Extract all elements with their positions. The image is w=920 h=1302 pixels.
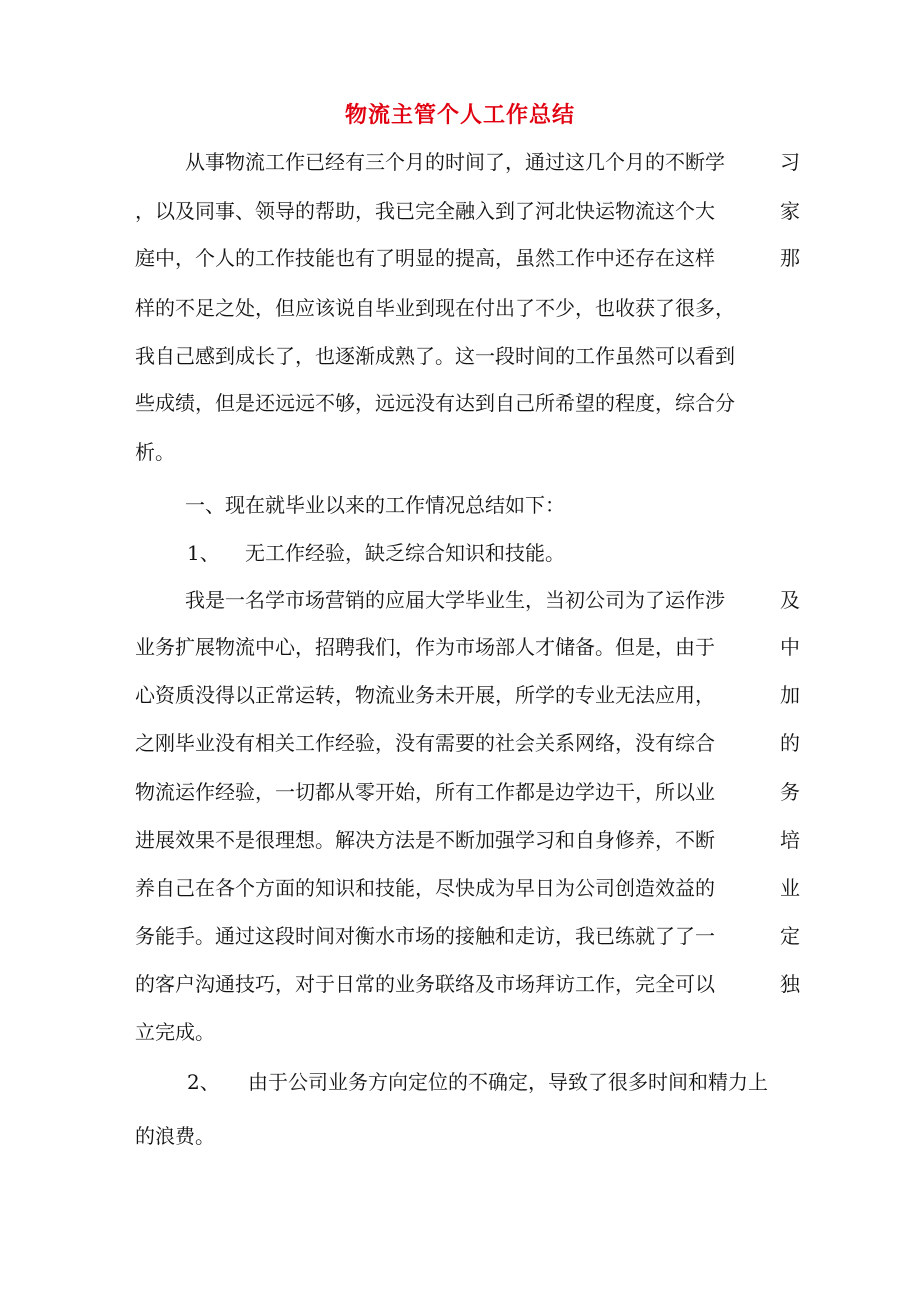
text-line <box>0 338 920 374</box>
line-text-tail: 的 <box>780 731 800 755</box>
text-line <box>0 918 920 954</box>
text-line <box>0 1118 920 1154</box>
line-text-tail: 培 <box>780 828 800 852</box>
line-text-tail: 加 <box>780 683 800 707</box>
list-item-text: 无工作经验，缺乏综合知识和技能。 <box>245 541 565 565</box>
line-text: 一、现在就毕业以来的工作情况总结如下： <box>185 493 565 517</box>
text-line <box>0 725 920 761</box>
line-text: 之刚毕业没有相关工作经验，没有需要的社会关系网络，没有综合 <box>135 731 715 755</box>
section-heading <box>0 487 920 523</box>
line-text: 样的不足之处，但应该说自毕业到现在付出了不少，也收获了很多， <box>135 296 735 320</box>
line-text-tail: 习 <box>780 150 800 174</box>
text-line <box>0 582 920 618</box>
text-line <box>0 629 920 665</box>
line-text-tail: 中 <box>780 635 800 659</box>
text-line <box>0 434 920 470</box>
line-text-tail: 业 <box>780 876 800 900</box>
list-item-heading <box>0 1064 920 1100</box>
line-text-tail: 家 <box>780 199 800 223</box>
line-text: 庭中，个人的工作技能也有了明显的提高，虽然工作中还存在这样 <box>135 246 715 270</box>
line-text: 立完成。 <box>135 1020 215 1044</box>
text-line <box>0 144 920 180</box>
list-item-heading <box>0 535 920 571</box>
text-line <box>0 193 920 229</box>
list-item-text: 由于公司业务方向定位的不确定，导致了很多时间和精力上 <box>248 1070 768 1094</box>
line-text-tail: 定 <box>780 924 800 948</box>
line-text: 析。 <box>135 440 175 464</box>
line-text-tail: 独 <box>780 972 800 996</box>
line-text: 进展效果不是很理想。解决方法是不断加强学习和自身修养，不断 <box>135 828 715 852</box>
text-line <box>0 677 920 713</box>
line-text: 的浪费。 <box>135 1124 215 1148</box>
line-text: 养自己在各个方面的知识和技能，尽快成为早日为公司创造效益的 <box>135 876 715 900</box>
line-text-tail: 务 <box>780 780 800 804</box>
text-line <box>0 1014 920 1050</box>
list-number: 2、 <box>187 1070 220 1094</box>
document-title: 物流主管个人工作总结 <box>344 102 575 128</box>
line-text: ，以及同事、领导的帮助，我已完全融入到了河北快运物流这个大 <box>135 199 715 223</box>
text-line <box>0 822 920 858</box>
line-text-tail: 及 <box>780 588 800 612</box>
line-text: 心资质没得以正常运转，物流业务未开展，所学的专业无法应用， <box>135 683 715 707</box>
line-text: 我自己感到成长了，也逐渐成熟了。这一段时间的工作虽然可以看到 <box>135 344 735 368</box>
text-line <box>0 385 920 421</box>
line-text: 的客户沟通技巧，对于日常的业务联络及市场拜访工作，完全可以 <box>135 972 715 996</box>
text-line <box>0 774 920 810</box>
line-text: 务能手。通过这段时间对衡水市场的接触和走访，我已练就了了一 <box>135 924 715 948</box>
text-line <box>0 870 920 906</box>
line-text: 从事物流工作已经有三个月的时间了，通过这几个月的不断学 <box>185 150 725 174</box>
line-text: 些成绩，但是还远远不够，远远没有达到自己所希望的程度，综合分 <box>135 391 735 415</box>
line-text-tail: 那 <box>780 246 800 270</box>
text-line <box>0 966 920 1002</box>
text-line <box>0 290 920 326</box>
list-number: 1、 <box>187 541 220 565</box>
line-text: 物流运作经验，一切都从零开始，所有工作都是边学边干，所以业 <box>135 780 715 804</box>
line-text: 业务扩展物流中心，招聘我们，作为市场部人才储备。但是，由于 <box>135 635 715 659</box>
line-text: 我是一名学市场营销的应届大学毕业生，当初公司为了运作涉 <box>185 588 725 612</box>
text-line <box>0 240 920 276</box>
